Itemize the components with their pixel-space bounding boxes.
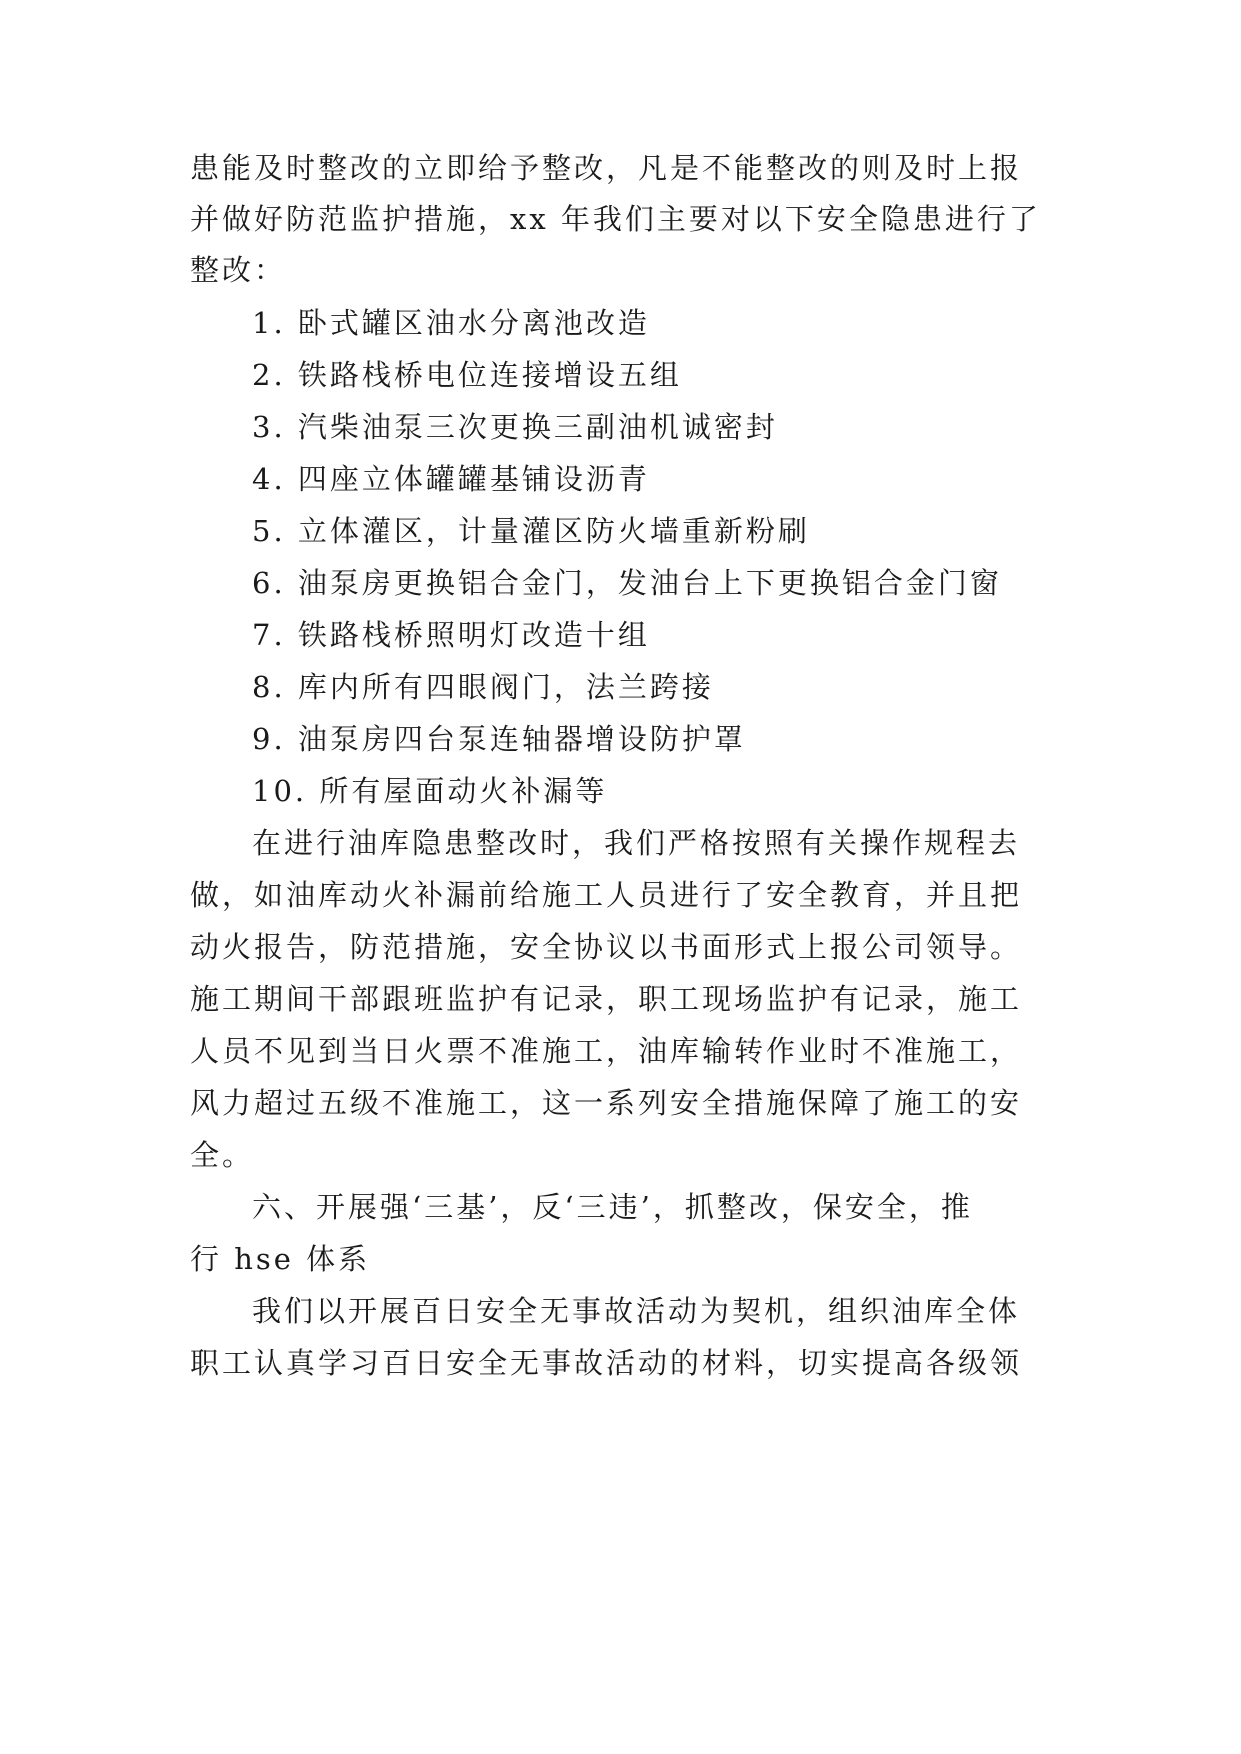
list-item: 8. 库内所有四眼阀门，法兰跨接: [252, 670, 714, 704]
list-item: 1. 卧式罐区油水分离池改造: [252, 306, 650, 340]
list-item: 10. 所有屋面动火补漏等: [252, 774, 608, 808]
section-heading-line: 六、开展强‘三基’，反‘三违’，抓整改，保安全，推: [252, 1190, 973, 1224]
intro-line: 患能及时整改的立即给予整改，凡是不能整改的则及时上报: [190, 151, 1023, 185]
closing-line: 我们以开展百日安全无事故活动为契机，组织油库全体: [252, 1294, 1021, 1328]
intro-line: 并做好防范监护措施，xx 年我们主要对以下安全隐患进行了: [190, 202, 1041, 236]
paragraph-line: 动火报告，防范措施，安全协议以书面形式上报公司领导。: [190, 930, 1023, 964]
list-item: 4. 四座立体罐罐基铺设沥青: [252, 462, 650, 496]
paragraph-line: 人员不见到当日火票不准施工，油库输转作业时不准施工，: [190, 1034, 1023, 1068]
intro-line: 整改：: [190, 253, 287, 287]
list-item: 7. 铁路栈桥照明灯改造十组: [252, 618, 650, 652]
list-item: 3. 汽柴油泵三次更换三副油机诚密封: [252, 410, 778, 444]
list-item: 5. 立体灌区，计量灌区防火墙重新粉刷: [252, 514, 810, 548]
paragraph-line: 在进行油库隐患整改时，我们严格按照有关操作规程去: [252, 826, 1021, 860]
paragraph-line: 全。: [190, 1138, 255, 1172]
closing-line: 职工认真学习百日安全无事故活动的材料，切实提高各级领: [190, 1346, 1023, 1380]
list-item: 6. 油泵房更换铝合金门，发油台上下更换铝合金门窗: [252, 566, 1002, 600]
paragraph-line: 施工期间干部跟班监护有记录，职工现场监护有记录，施工: [190, 982, 1023, 1016]
paragraph-line: 做，如油库动火补漏前给施工人员进行了安全教育，并且把: [190, 878, 1023, 912]
list-item: 2. 铁路栈桥电位连接增设五组: [252, 358, 682, 392]
list-item: 9. 油泵房四台泵连轴器增设防护罩: [252, 722, 746, 756]
section-heading-line: 行 hse 体系: [190, 1242, 371, 1276]
paragraph-line: 风力超过五级不准施工，这一系列安全措施保障了施工的安: [190, 1086, 1023, 1120]
